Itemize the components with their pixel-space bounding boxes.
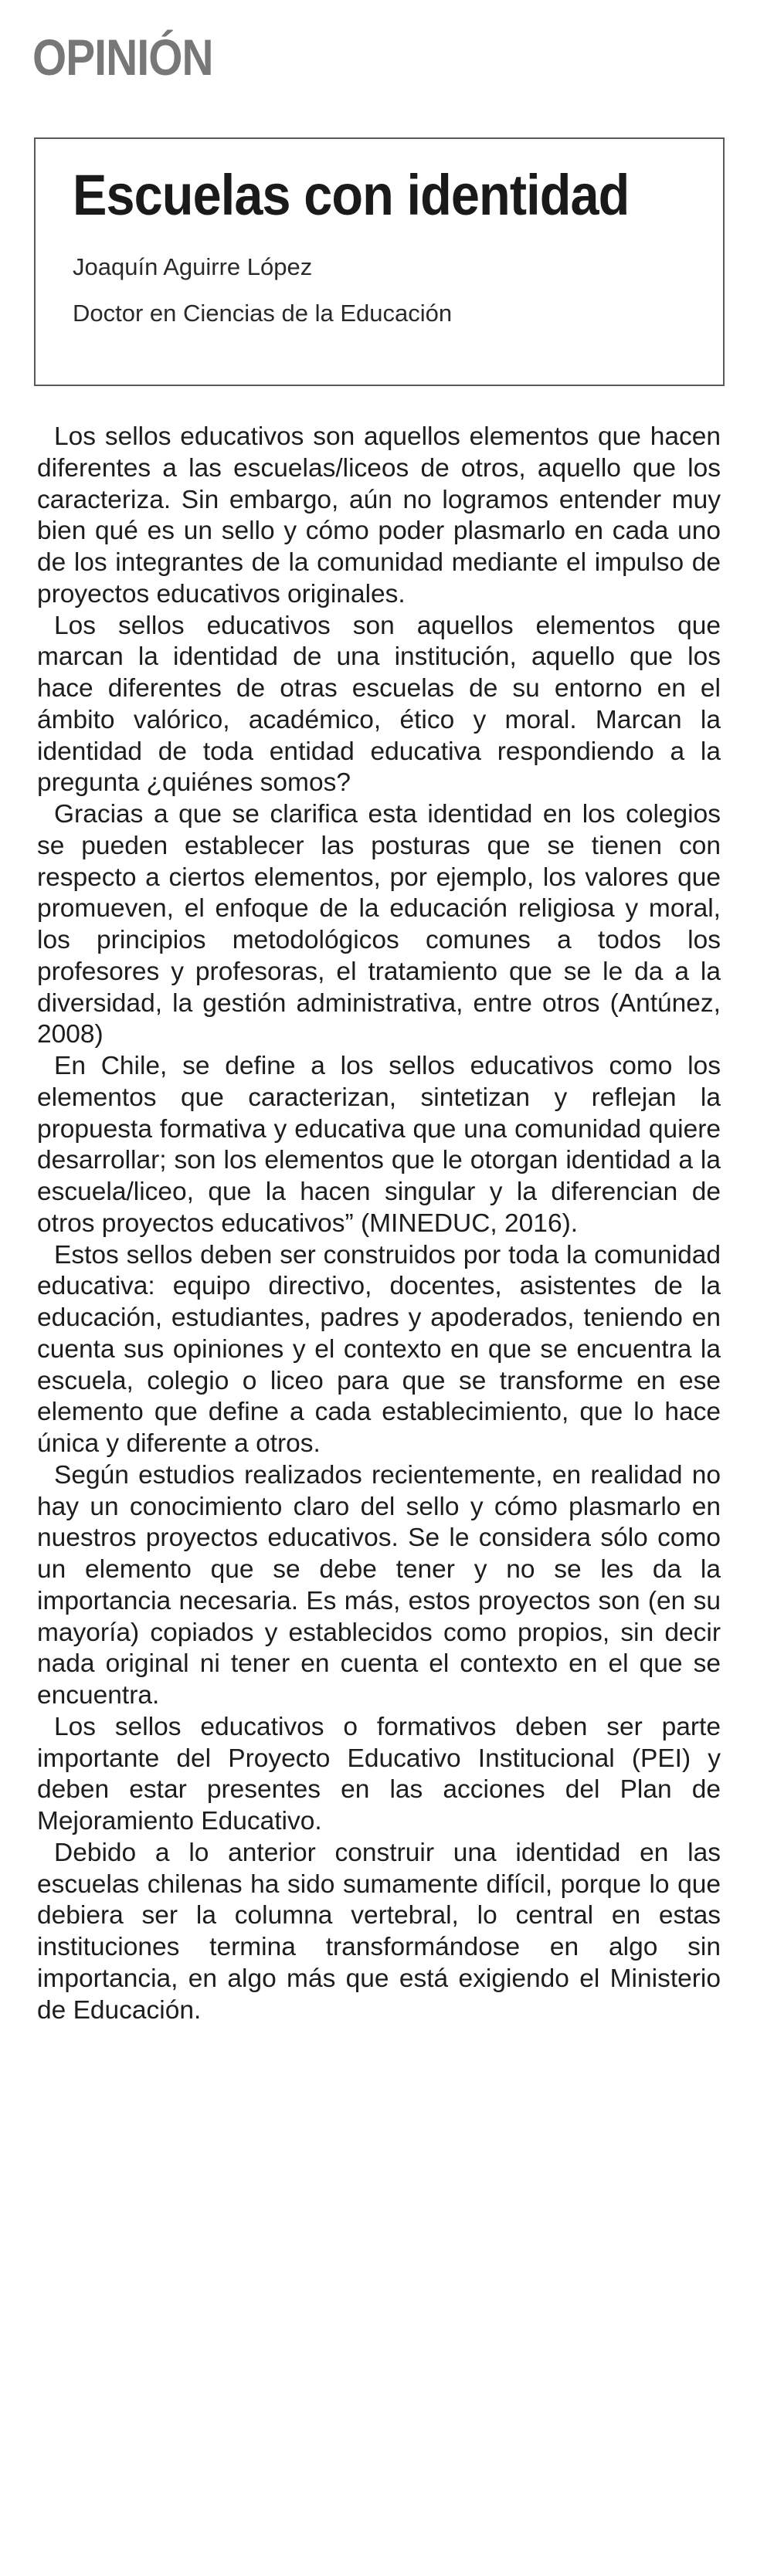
article-paragraph: Los sellos educativos o formativos deben ser parte importante del Proyecto Educativo Institucional (PEI) y deben estar presentes en las acciones del Plan de Mejoramiento Educativo. — [37, 1712, 721, 1835]
article-paragraph: Estos sellos deben ser construidos por toda la comunidad educativa: equipo directivo, docentes, asistentes de la educación, estudiantes, padres y apoderados, teniendo en cuenta sus opiniones y el contexto en que se encuentra la escuela, colegio o liceo para que se transforme en ese elemento que define a cada establecimiento, que lo hace única y diferente a otros. — [37, 1240, 721, 1458]
article-paragraph: En Chile, se define a los sellos educativos como los elementos que caracterizan, sintetizan y reflejan la propuesta formativa y educativa que una comunidad quiere desarrollar; son los elementos que le otorgan identidad a la escuela/liceo, que la hacen singular y la diferencian de otros proyectos educativos” (MINEDUC, 2016). — [37, 1052, 721, 1238]
section-label: OPINIÓN — [32, 29, 213, 86]
article-paragraph: Debido a lo anterior construir una identidad en las escuelas chilenas ha sido sumamente difícil, porque lo que debiera ser la columna vertebral, lo central en estas instituciones termina transformándose en algo sin importancia, en algo más que está exigiendo el Ministerio de Educación. — [37, 1838, 721, 2025]
author-credential: Doctor en Ciencias de la Educación — [73, 300, 453, 327]
headline-box — [34, 137, 725, 386]
article-paragraph: Gracias a que se clarifica esta identidad en los colegios se pueden establecer las posturas que se tienen con respecto a ciertos elementos, por ejemplo, los valores que promueven, el enfoque de la educación religiosa y moral, los principios metodológicos comunes a todos los profesores y profesoras, el tratamiento que se le da a la diversidad, la gestión administrativa, entre otros (Antúnez, 2008) — [37, 800, 721, 1049]
author-name: Joaquín Aguirre López — [73, 253, 313, 280]
article-paragraph: Los sellos educativos son aquellos elementos que marcan la identidad de una institución, aquello que los hace diferentes de otras escuelas de su entorno en el ámbito valórico, académico, ético y moral. Marcan la identidad de toda entidad educativa respondiendo a la pregunta ¿quiénes somos? — [37, 611, 721, 798]
article-title: Escuelas con identidad — [73, 163, 630, 227]
article-paragraph: Los sellos educativos son aquellos elementos que hacen diferentes a las escuelas/liceos de otros, aquello que los caracteriza. Sin embargo, aún no logramos entender muy bien qué es un sello y cómo poder plasmarlo en cada uno de los integrantes de la comunidad mediante el impulso de proyectos educativos originales. — [37, 422, 721, 608]
article-body — [37, 422, 721, 2026]
article-paragraph: Según estudios realizados recientemente, en realidad no hay un conocimiento claro del sello y cómo plasmarlo en nuestros proyectos educativos. Se le considera sólo como un elemento que se debe tener y no se les da la importancia necesaria. Es más, estos proyectos son (en su mayoría) copiados y establecidos como propios, sin decir nada original ni tener en cuenta el contexto en el que se encuentra. — [37, 1460, 721, 1710]
